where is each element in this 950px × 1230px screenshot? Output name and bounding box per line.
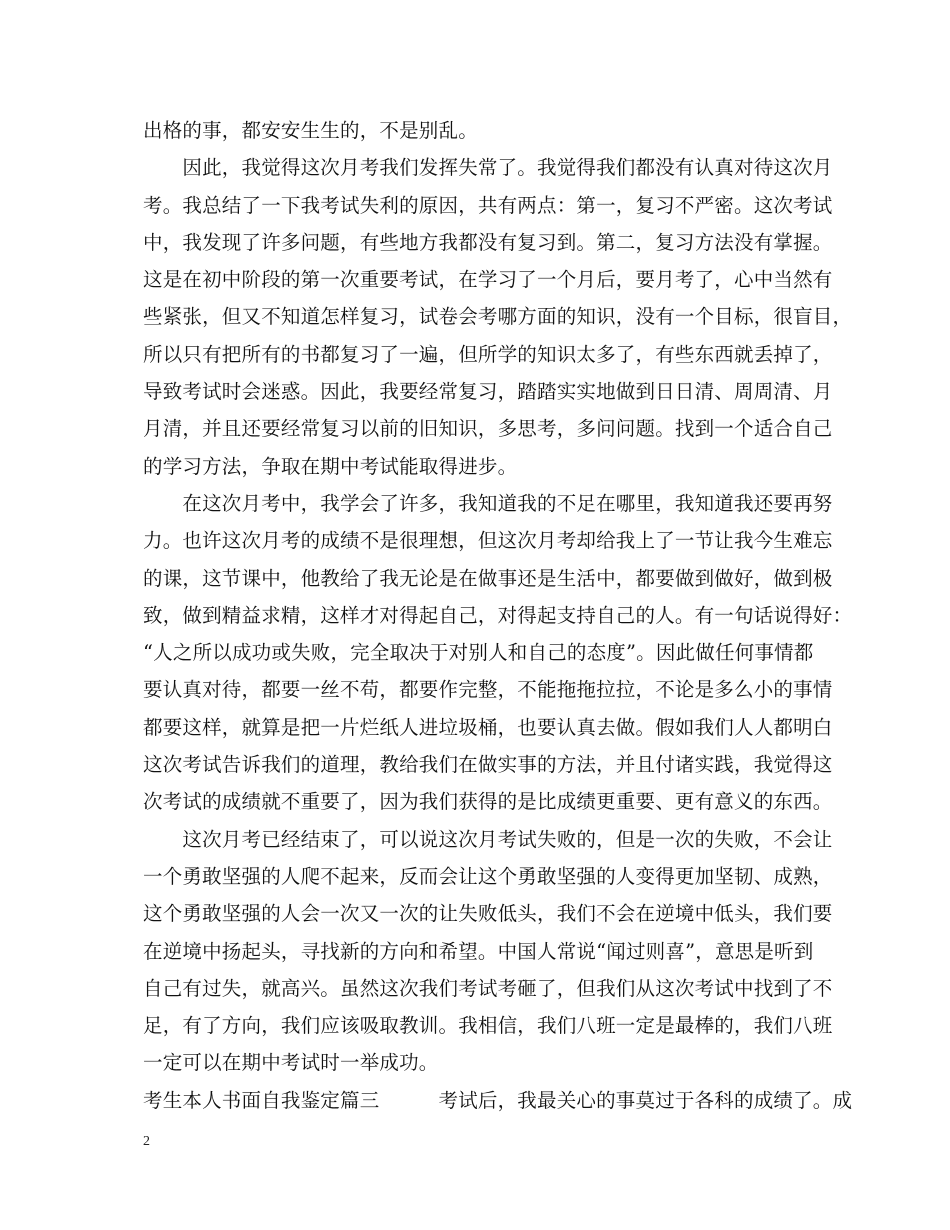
text-line: 因此，我觉得这次月考我们发挥失常了。我觉得我们都没有认真对待这次月 xyxy=(143,156,833,180)
text-line: 这次考试告诉我们的道理，教给我们在做实事的方法，并且付诸实践，我觉得这 xyxy=(143,753,833,777)
text-line: 要认真对待，都要一丝不苟，都要作完整，不能拖拖拉拉，不论是多么小的事情 xyxy=(143,678,833,702)
text-line: 致，做到精益求精，这样才对得起自己，对得起支持自己的人。有一句话说得好： xyxy=(143,603,853,627)
body-text xyxy=(143,112,853,1119)
text-line: 的学习方法，争取在期中考试能取得进步。 xyxy=(143,454,518,478)
text-line: 一个勇敢坚强的人爬不起来，反而会让这个勇敢坚强的人变得更加坚韧、成熟， xyxy=(143,864,833,888)
text-line: 自己有过失，就高兴。虽然这次我们考试考砸了，但我们从这次考试中找到了不 xyxy=(143,976,833,1000)
text-line: 次考试的成绩就不重要了，因为我们获得的是比成绩更重要、更有意义的东西。 xyxy=(143,790,833,814)
text-line: 考生本人书面自我鉴定篇三 考试后，我最关心的事莫过于各科的成绩了。成 xyxy=(143,1088,853,1112)
text-line: 所以只有把所有的书都复习了一遍，但所学的知识太多了，有些东西就丢掉了， xyxy=(143,342,833,366)
text-line: 这是在初中阶段的第一次重要考试，在学习了一个月后，要月考了，心中当然有 xyxy=(143,268,833,292)
page-number: 2 xyxy=(143,1134,150,1149)
text-line: 出格的事，都安安生生的，不是别乱。 xyxy=(143,119,478,142)
text-line: “人之所以成功或失败，完全取决于对别人和自己的态度”。因此做任何事情都 xyxy=(143,641,814,665)
text-line: 考。我总结了一下我考试失利的原因，共有两点：第一，复习不严密。这次考试 xyxy=(143,193,833,217)
text-line: 在这次月考中，我学会了许多，我知道我的不足在哪里，我知道我还要再努 xyxy=(143,491,833,515)
text-line: 一定可以在期中考试时一举成功。 xyxy=(143,1051,439,1075)
text-line: 这次月考已经结束了，可以说这次月考试失败的，但是一次的失败，不会让 xyxy=(143,827,833,851)
text-line: 的课，这节课中，他教给了我无论是在做事还是生活中，都要做到做好，做到极 xyxy=(143,566,833,590)
text-line: 月清，并且还要经常复习以前的旧知识，多思考，多问问题。找到一个适合自己 xyxy=(143,417,833,441)
text-line: 中，我发现了许多问题，有些地方我都没有复习到。第二，复习方法没有掌握。 xyxy=(143,230,833,254)
text-line: 些紧张，但又不知道怎样复习，试卷会考哪方面的知识，没有一个目标，很盲目， xyxy=(143,305,853,329)
text-line: 足，有了方向，我们应该吸取教训。我相信，我们八班一定是最棒的，我们八班 xyxy=(143,1014,833,1038)
text-line: 导致考试时会迷惑。因此，我要经常复习，踏踏实实地做到日日清、周周清、月 xyxy=(143,380,833,404)
text-line: 在逆境中扬起头，寻找新的方向和希望。中国人常说“闻过则喜”，意思是听到 xyxy=(143,939,814,963)
text-line: 这个勇敢坚强的人会一次又一次的让失败低头，我们不会在逆境中低头，我们要 xyxy=(143,902,833,926)
text-line: 都要这样，就算是把一片烂纸人进垃圾桶，也要认真去做。假如我们人人都明白 xyxy=(143,715,833,739)
text-line: 力。也许这次月考的成绩不是很理想，但这次月考却给我上了一节让我今生难忘 xyxy=(143,529,833,553)
